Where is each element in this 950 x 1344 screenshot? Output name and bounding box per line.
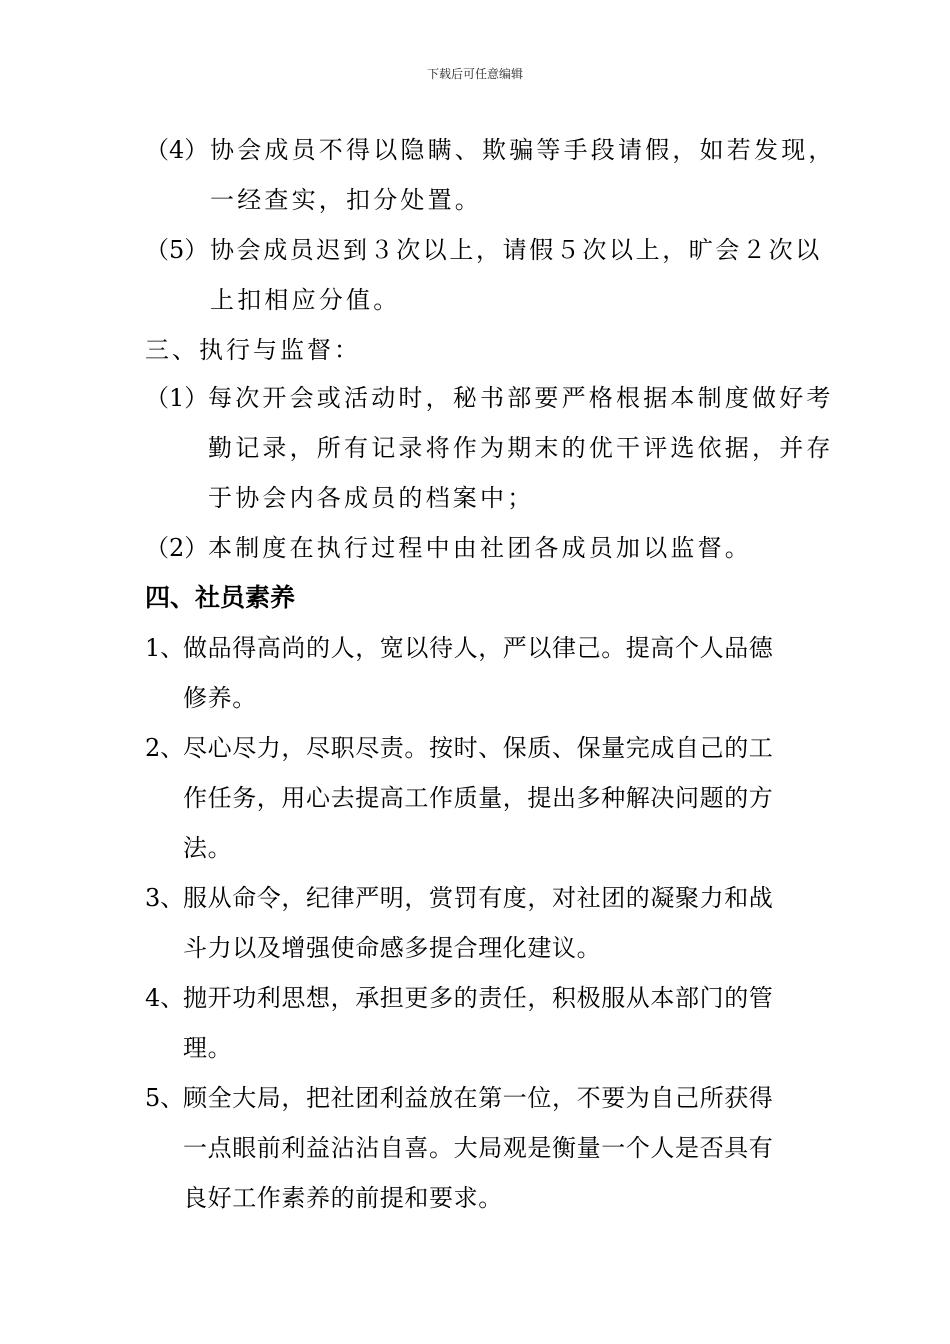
section-4-item-2-line-3: 法。 (183, 834, 233, 862)
item-5-marker: （5） (145, 236, 209, 264)
page-header: 下载后可任意编辑 (426, 67, 523, 81)
item-5-line-1: 协会成员迟到３次以上，请假５次以上，旷会２次以 (210, 236, 822, 264)
section-3-item-1-line-2: 勤记录，所有记录将作为期末的优干评选依据，并存 (208, 434, 834, 462)
item-4-line-1: 协会成员不得以隐瞒、欺骗等手段请假，如若发现， (210, 136, 836, 164)
section-4-item-5-marker: 5、 (145, 1084, 185, 1112)
section-4-item-5-line-1: 顾全大局，把社团利益放在第一位，不要为自己所获得 (183, 1084, 774, 1112)
section-4-item-2-marker: 2、 (145, 734, 185, 762)
section-3-item-1-marker: （1） (145, 384, 209, 412)
section-3-item-1-line-1: 每次开会或活动时，秘书部要严格根据本制度做好考 (208, 384, 834, 412)
section-4-item-3-marker: 3、 (145, 884, 185, 912)
section-4-item-1-marker: 1、 (145, 634, 185, 662)
section-3-item-2-line-1: 本制度在执行过程中由社团各成员加以监督。 (208, 534, 752, 562)
item-5-line-2: 上扣相应分值。 (210, 286, 401, 314)
section-4-item-2-line-1: 尽心尽力，尽职尽责。按时、保质、保量完成自己的工 (183, 734, 774, 762)
section-4-item-5-line-2: 一点眼前利益沾沾自喜。大局观是衡量一个人是否具有 (183, 1134, 774, 1162)
section-4-item-5-line-3: 良好工作素养的前提和要求。 (183, 1184, 503, 1212)
section-3-item-2-marker: （2） (145, 534, 209, 562)
section-3-item-1-line-3: 于协会内各成员的档案中； (208, 484, 535, 512)
section-4-item-1-line-2: 修养。 (183, 684, 257, 712)
section-4-item-4-line-1: 抛开功利思想，承担更多的责任，积极服从本部门的管 (183, 984, 774, 1012)
section-4-title: 四、社员素养 (145, 583, 296, 612)
section-4-item-3-line-1: 服从命令，纪律严明，赏罚有度，对社团的凝聚力和战 (183, 884, 774, 912)
section-4-item-3-line-2: 斗力以及增强使命感多提合理化建议。 (183, 934, 602, 962)
section-3-title: 三、执行与监督： (145, 336, 361, 364)
section-4-item-4-marker: 4、 (145, 984, 185, 1012)
section-4-item-1-line-1: 做品得高尚的人，宽以待人，严以律己。提高个人品德 (183, 634, 774, 662)
section-4-item-2-line-2: 作任务，用心去提高工作质量，提出多种解决问题的方 (183, 784, 774, 812)
item-4-marker: （4） (145, 136, 209, 164)
section-4-item-4-line-2: 理。 (183, 1034, 233, 1062)
item-4-line-2: 一经查实，扣分处置。 (210, 186, 482, 214)
